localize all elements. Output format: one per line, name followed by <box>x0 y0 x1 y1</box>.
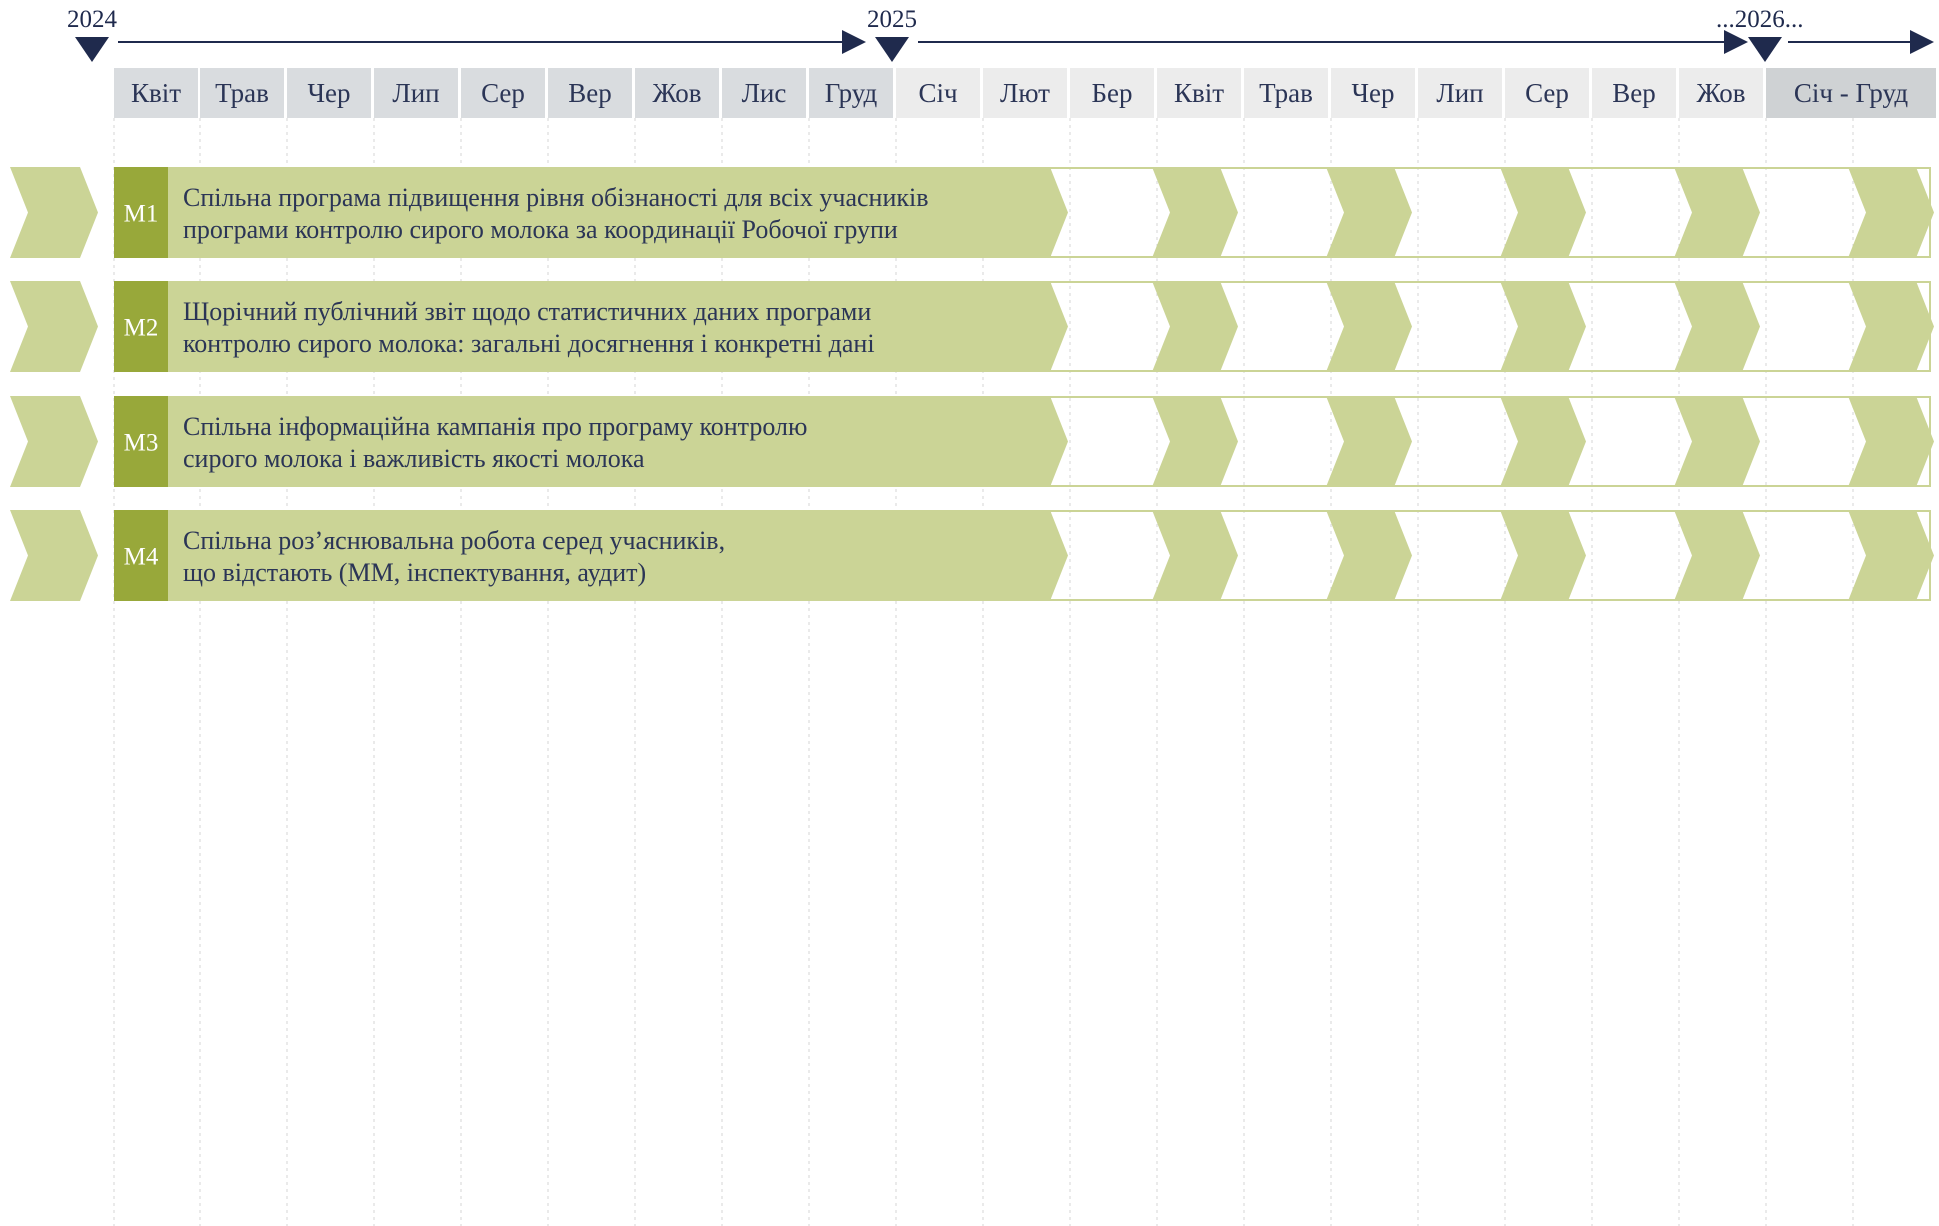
milestone-rows <box>10 167 1934 601</box>
milestone-text-line-2: контролю сирого молока: загальні досягнення і конкретні дані <box>183 329 875 358</box>
timeline-chevron-icon <box>1152 510 1238 601</box>
month-label: Лис <box>741 78 787 108</box>
timeline-chevron-icon <box>1848 167 1934 258</box>
month-label: Чер <box>307 78 351 108</box>
timeline-chevron-icon <box>1848 396 1934 487</box>
month-label: Вер <box>568 78 612 108</box>
month-label: Бер <box>1091 78 1133 108</box>
milestone-bar <box>114 167 1068 258</box>
year-label: 2025 <box>867 6 917 33</box>
milestone-bar <box>114 281 1068 372</box>
timeline-chevron-icon <box>1326 281 1412 372</box>
milestone-text-line-1: Спільна роз’яснювальна робота серед учасників, <box>183 526 726 555</box>
year-marker-icon <box>75 37 109 62</box>
milestone-text-line-2: що відстають (ММ, інспектування, аудит) <box>183 558 647 587</box>
milestone-code: M3 <box>123 429 159 457</box>
timeline-chevron-icon <box>1674 510 1760 601</box>
month-label: Квіт <box>130 78 182 108</box>
month-label: Груд <box>824 78 878 108</box>
timeline-chevron-icon <box>1674 396 1760 487</box>
month-label: Трав <box>1259 78 1313 108</box>
milestone-code: M2 <box>123 314 159 342</box>
month-label: Січ - Груд <box>1793 78 1909 108</box>
milestone-row <box>10 396 1934 487</box>
timeline-chevron-icon <box>1674 167 1760 258</box>
month-label: Вер <box>1612 78 1656 108</box>
month-label: Жов <box>1696 78 1746 108</box>
timeline-chevron-icon <box>1500 281 1586 372</box>
milestone-text-line-2: програми контролю сирого молока за координації Робочої групи <box>183 215 898 244</box>
milestone-code: M4 <box>123 543 159 571</box>
left-chevron-icon <box>10 167 98 258</box>
month-label: Сер <box>1525 78 1569 108</box>
timeline-chevron-icon <box>1152 281 1238 372</box>
timeline-chevron-icon <box>1500 396 1586 487</box>
milestone-text-line-1: Щорічний публічний звіт щодо статистичних даних програми <box>183 297 872 326</box>
month-label: Лип <box>1436 78 1484 108</box>
year-label: 2024 <box>67 6 117 33</box>
month-label: Січ <box>918 78 958 108</box>
milestone-row <box>10 281 1934 372</box>
timeline-chevron-icon <box>1674 281 1760 372</box>
year-marker-icon <box>875 37 909 62</box>
timeline-chevron-icon <box>1326 167 1412 258</box>
month-label: Трав <box>215 78 269 108</box>
timeline-chevron-icon <box>1326 510 1412 601</box>
milestone-text-line-2: сирого молока і важливість якості молока <box>183 444 645 473</box>
month-label: Сер <box>481 78 525 108</box>
year-marker-icon <box>1748 37 1782 62</box>
timeline-chevron-icon <box>1500 510 1586 601</box>
left-chevron-icon <box>10 281 98 372</box>
month-label: Лют <box>1000 78 1050 108</box>
milestone-code: M1 <box>123 200 159 228</box>
month-label: Чер <box>1351 78 1395 108</box>
milestone-bar <box>114 396 1068 487</box>
milestone-row <box>10 510 1934 601</box>
timeline-chevron-icon <box>1848 281 1934 372</box>
left-chevron-icon <box>10 510 98 601</box>
month-header <box>114 68 1936 118</box>
timeline-chevron-icon <box>1500 167 1586 258</box>
milestone-text-line-1: Спільна інформаційна кампанія про програму контролю <box>183 412 808 441</box>
month-label: Лип <box>392 78 440 108</box>
year-axis <box>67 6 1930 62</box>
timeline-chevron-icon <box>1326 396 1412 487</box>
milestone-row <box>10 167 1934 258</box>
year-label: ...2026... <box>1716 6 1804 33</box>
timeline-chevron-icon <box>1152 167 1238 258</box>
milestone-bar <box>114 510 1068 601</box>
timeline-chevron-icon <box>1848 510 1934 601</box>
left-chevron-icon <box>10 396 98 487</box>
milestone-text-line-1: Спільна програма підвищення рівня обізнаності для всіх учасників <box>183 183 929 212</box>
month-label: Квіт <box>1173 78 1225 108</box>
timeline-chevron-icon <box>1152 396 1238 487</box>
month-label: Жов <box>652 78 702 108</box>
